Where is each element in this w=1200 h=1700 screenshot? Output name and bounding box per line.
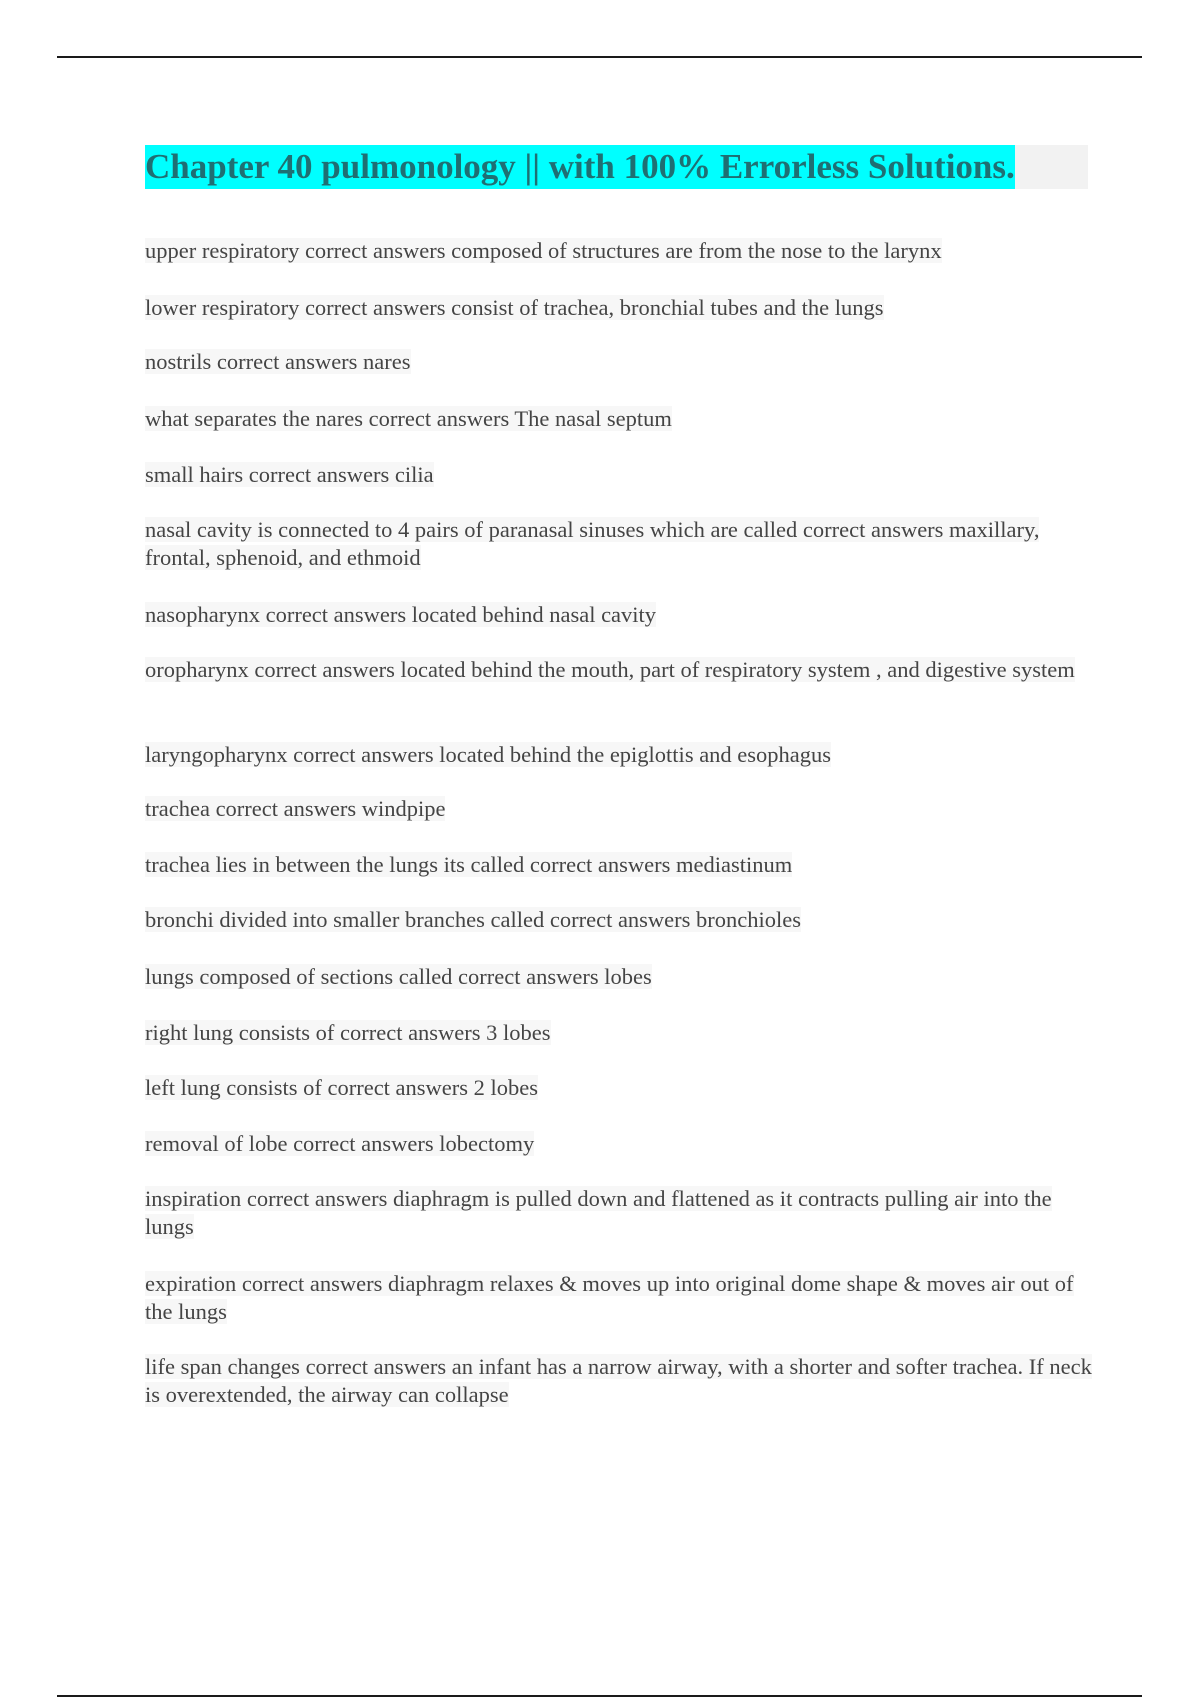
list-item: nasal cavity is connected to 4 pairs of paranasal sinuses which are called correct answers maxillary, frontal, sphenoid, and ethmoid <box>145 516 1040 570</box>
list-item: left lung consists of correct answers 2 lobes <box>145 1074 539 1100</box>
list-item: oropharynx correct answers located behind the mouth, part of respiratory system , and digestive system <box>145 656 1075 682</box>
list-item: removal of lobe correct answers lobectomy <box>145 1130 535 1156</box>
list-item: trachea correct answers windpipe <box>145 795 446 821</box>
list-item: small hairs correct answers cilia <box>145 461 434 487</box>
bottom-rule <box>57 1695 1142 1697</box>
list-item: expiration correct answers diaphragm relaxes & moves up into original dome shape & moves air out of the lungs <box>145 1270 1074 1324</box>
list-item: life span changes correct answers an infant has a narrow airway, with a shorter and softer trachea. If neck is overextended, the airway can collapse <box>145 1353 1092 1407</box>
list-item: bronchi divided into smaller branches called correct answers bronchioles <box>145 906 802 932</box>
list-item: inspiration correct answers diaphragm is pulled down and flattened as it contracts pulling air into the lungs <box>145 1185 1052 1239</box>
list-item: upper respiratory correct answers composed of structures are from the nose to the larynx <box>145 237 942 263</box>
list-item: lungs composed of sections called correct answers lobes <box>145 963 652 989</box>
title-block <box>145 145 1088 189</box>
list-item: trachea lies in between the lungs its called correct answers mediastinum <box>145 851 793 877</box>
list-item: laryngopharynx correct answers located behind the epiglottis and esophagus <box>145 741 832 767</box>
top-rule <box>57 56 1142 58</box>
list-item: nasopharynx correct answers located behind nasal cavity <box>145 601 657 627</box>
list-item: what separates the nares correct answers The nasal septum <box>145 405 672 431</box>
list-item: nostrils correct answers nares <box>145 348 411 374</box>
list-item: lower respiratory correct answers consist of trachea, bronchial tubes and the lungs <box>145 294 884 320</box>
page-title: Chapter 40 pulmonology || with 100% Errorless Solutions. <box>145 145 1015 189</box>
list-item: right lung consists of correct answers 3 lobes <box>145 1019 551 1045</box>
